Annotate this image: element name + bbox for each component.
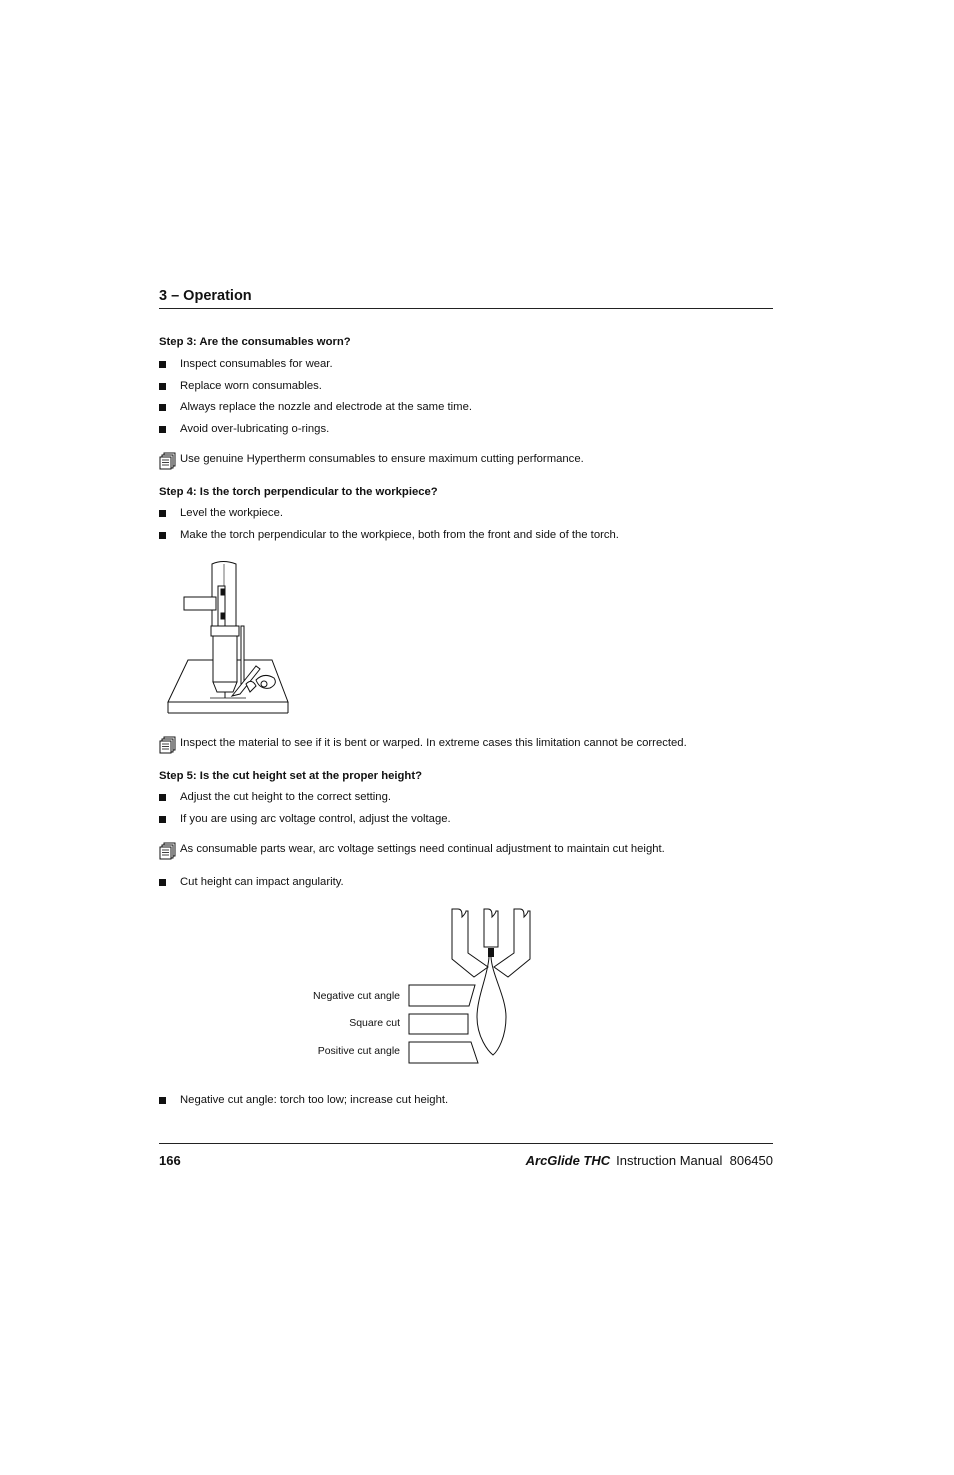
square-cut-label: Square cut [349, 1017, 400, 1029]
chapter-title: 3 – Operation [159, 288, 252, 304]
positive-cut-angle-label: Positive cut angle [317, 1045, 400, 1057]
list-item: Avoid over-lubricating o-rings. [159, 423, 329, 435]
list-item: Adjust the cut height to the correct setting. [159, 791, 391, 803]
doc-number: 806450 [729, 1153, 773, 1168]
list-item: Always replace the nozzle and electrode at the same time. [159, 401, 472, 413]
note-icon [159, 452, 177, 470]
product-name: ArcGlide THC [525, 1153, 611, 1168]
list-item: Replace worn consumables. [159, 380, 322, 392]
footer-doc-info [526, 1153, 773, 1168]
note-text: Inspect the material to see if it is bent or warped. In extreme cases this limitation cannot be corrected. [180, 737, 687, 749]
bullet-icon [159, 816, 166, 823]
list-item: Make the torch perpendicular to the workpiece, both from the front and side of the torch. [159, 529, 619, 541]
note [159, 843, 665, 860]
list-item: Inspect consumables for wear. [159, 358, 333, 370]
step5-title: Step 5: Is the cut height set at the proper height? [159, 770, 422, 782]
footer-rule [159, 1143, 773, 1144]
list-item: If you are using arc voltage control, adjust the voltage. [159, 813, 451, 825]
list-item: Negative cut angle: torch too low; increase cut height. [159, 1094, 448, 1106]
bullet-icon [159, 879, 166, 886]
bullet-icon [159, 510, 166, 517]
bullet-icon [159, 532, 166, 539]
negative-cut-angle-label: Negative cut angle [313, 990, 400, 1002]
page-number: 166 [159, 1153, 181, 1168]
bullet-icon [159, 794, 166, 801]
note-text: Use genuine Hypertherm consumables to ensure maximum cutting performance. [180, 453, 584, 465]
note-text: As consumable parts wear, arc voltage settings need continual adjustment to maintain cut height. [180, 843, 665, 855]
list-item: Cut height can impact angularity. [159, 876, 344, 888]
torch-perpendicular-illustration [160, 556, 300, 718]
step4-title: Step 4: Is the torch perpendicular to the workpiece? [159, 486, 438, 498]
note-icon [159, 736, 177, 754]
bullet-icon [159, 361, 166, 368]
bullet-icon [159, 404, 166, 411]
note [159, 737, 687, 754]
bullet-icon [159, 383, 166, 390]
doc-name: Instruction Manual [616, 1153, 723, 1168]
step3-title: Step 3: Are the consumables worn? [159, 336, 351, 348]
bullet-icon [159, 426, 166, 433]
bullet-icon [159, 1097, 166, 1104]
note-icon [159, 842, 177, 860]
list-item: Level the workpiece. [159, 507, 283, 519]
cut-angle-diagram [400, 905, 540, 1065]
note [159, 453, 584, 470]
header-rule [159, 308, 773, 309]
